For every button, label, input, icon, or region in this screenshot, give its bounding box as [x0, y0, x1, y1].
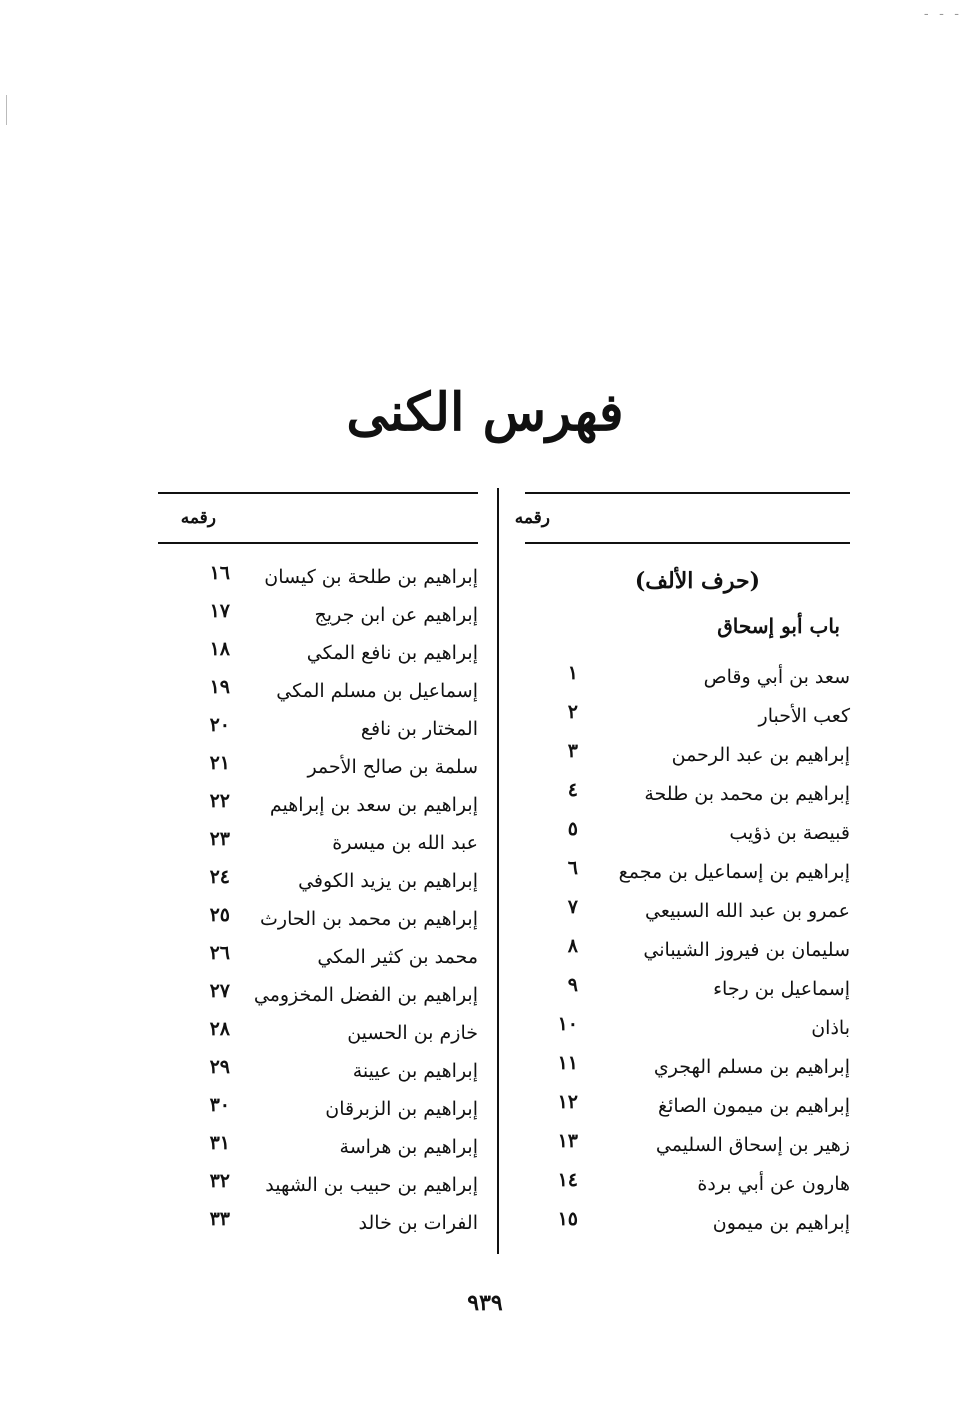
- entry-number: ٣١: [209, 1132, 230, 1154]
- entry-number: ٥: [567, 818, 578, 840]
- entry-number: ١٧: [209, 600, 230, 622]
- entry-number: ٧: [567, 896, 578, 918]
- index-entry: [525, 1169, 850, 1208]
- index-entry: [158, 1170, 478, 1208]
- index-entry: [525, 1013, 850, 1052]
- index-entry: [158, 828, 478, 866]
- index-entry: [158, 790, 478, 828]
- entry-name: إبراهيم بن مسلم الهجري: [653, 1056, 850, 1078]
- index-entry: [158, 866, 478, 904]
- index-entry: [525, 779, 850, 818]
- entry-number: ٣٠: [209, 1094, 230, 1116]
- index-entry: [525, 662, 850, 701]
- entry-number: ١٤: [557, 1169, 578, 1191]
- entry-number: ١٥: [557, 1208, 578, 1230]
- entry-name: سعد بن أبي وقاص: [703, 666, 850, 688]
- entry-number: ٤: [567, 779, 578, 801]
- right-entries-list: [525, 662, 850, 1247]
- index-entry: [158, 904, 478, 942]
- entry-number: ١٩: [209, 676, 230, 698]
- entry-name: عمرو بن عبد الله السبيعي: [645, 900, 850, 922]
- index-entry: [158, 714, 478, 752]
- right-index-column: [514, 492, 850, 1247]
- entry-number: ٨: [567, 935, 578, 957]
- entry-name: باذان: [811, 1017, 850, 1039]
- index-entry: [525, 896, 850, 935]
- right-column-header: [514, 494, 850, 544]
- entry-name: إبراهيم بن الفضل المخزومي: [253, 984, 478, 1006]
- entry-name: خازم بن الحسين: [347, 1022, 478, 1044]
- entry-number: ٢٦: [209, 942, 230, 964]
- entry-name: قبيصة بن ذؤيب: [729, 822, 850, 844]
- index-entry: [525, 1208, 850, 1247]
- index-entry: [158, 600, 478, 638]
- entry-name: إبراهيم بن حبيب بن الشهيد: [265, 1174, 478, 1196]
- left-index-column: [158, 492, 478, 1246]
- left-column-header: [158, 494, 478, 544]
- index-entry: [525, 974, 850, 1013]
- entry-name: سليمان بن فيروز الشيباني: [643, 939, 850, 961]
- index-entry: [158, 980, 478, 1018]
- entry-name: إبراهيم بن سعد بن إبراهيم: [269, 794, 478, 816]
- entry-number: ٣٣: [209, 1208, 230, 1230]
- section-heading-row: [525, 554, 850, 606]
- entry-number: ١٨: [209, 638, 230, 660]
- entry-name: محمد بن كثير المكي: [317, 946, 478, 968]
- index-entry: [525, 935, 850, 974]
- entry-name: إبراهيم بن هراسة: [339, 1136, 478, 1158]
- entry-name: إبراهيم بن نافع المكي: [306, 642, 478, 664]
- entry-number: ٢٣: [209, 828, 230, 850]
- entry-number: ٢٧: [209, 980, 230, 1002]
- entry-number: ٢١: [209, 752, 230, 774]
- entry-name: هارون عن أبي بردة: [697, 1173, 850, 1195]
- index-entry: [158, 1132, 478, 1170]
- entry-number: ١٣: [557, 1130, 578, 1152]
- index-entry: [525, 857, 850, 896]
- entry-number: ٣: [567, 740, 578, 762]
- left-column-number-label: رقمه: [180, 508, 216, 528]
- entry-number: ٣٢: [209, 1170, 230, 1192]
- entry-name: زهير بن إسحاق السليمي: [655, 1134, 850, 1156]
- entry-name: إبراهيم بن ميمون الصائغ: [658, 1095, 850, 1117]
- entry-name: كعب الأحبار: [758, 705, 850, 727]
- column-divider: [497, 488, 499, 1254]
- section-heading: (حرف الألف): [634, 568, 760, 594]
- entry-number: ٢٨: [209, 1018, 230, 1040]
- entry-number: ٢٤: [209, 866, 230, 888]
- page-number: ٩٣٩: [467, 1290, 503, 1316]
- entry-name: إبراهيم بن عبد الرحمن: [671, 744, 850, 766]
- index-entry: [525, 740, 850, 779]
- index-entry: [158, 1208, 478, 1246]
- entry-number: ١١: [557, 1052, 578, 1074]
- index-entry: [158, 942, 478, 980]
- corner-scan-mark: - - -: [923, 6, 962, 22]
- index-entry: [525, 701, 850, 740]
- entry-name: الفرات بن خالد: [358, 1212, 478, 1234]
- index-entry: [525, 1091, 850, 1130]
- index-entry: [158, 1094, 478, 1132]
- index-entry: [158, 1056, 478, 1094]
- entry-number: ١٠: [557, 1013, 578, 1035]
- index-entry: [158, 562, 478, 600]
- entry-number: ٢٥: [209, 904, 230, 926]
- sub-heading-row: [525, 606, 850, 662]
- entry-name: إبراهيم بن محمد بن الحارث: [260, 908, 478, 930]
- entry-name: عبد الله بن ميسرة: [332, 832, 478, 854]
- entry-name: إبراهيم عن ابن جريج: [314, 604, 478, 626]
- entry-number: ٢٩: [209, 1056, 230, 1078]
- index-entry: [158, 676, 478, 714]
- entry-name: سلمة بن صالح الأحمر: [307, 756, 478, 778]
- entry-name: إبراهيم بن ميمون: [712, 1212, 850, 1234]
- right-column-number-label: رقمه: [514, 508, 550, 528]
- entry-name: إبراهيم بن إسماعيل بن مجمع: [618, 861, 850, 883]
- entry-number: ١٦: [209, 562, 230, 584]
- entry-number: ٦: [567, 857, 578, 879]
- entry-name: إسماعيل بن مسلم المكي: [276, 680, 478, 702]
- entry-number: ١: [567, 662, 578, 684]
- index-entry: [525, 1052, 850, 1091]
- entry-name: إسماعيل بن رجاء: [713, 978, 850, 1000]
- index-entry: [158, 752, 478, 790]
- entry-number: ٢: [567, 701, 578, 723]
- index-entry: [158, 638, 478, 676]
- index-entry: [158, 1018, 478, 1056]
- left-entries-list: [158, 562, 478, 1246]
- scan-edge-mark: [6, 95, 7, 125]
- entry-name: إبراهيم بن طلحة بن كيسان: [264, 566, 478, 588]
- entry-number: ٢٢: [209, 790, 230, 812]
- entry-name: إبراهيم بن يزيد الكوفي: [298, 870, 478, 892]
- entry-name: إبراهيم بن عيينة: [352, 1060, 478, 1082]
- entry-number: ٢٠: [209, 714, 230, 736]
- sub-heading: باب أبو إسحاق: [717, 614, 840, 638]
- index-entry: [525, 1130, 850, 1169]
- entry-name: إبراهيم بن الزبرقان: [325, 1098, 478, 1120]
- entry-number: ١٢: [557, 1091, 578, 1113]
- index-entry: [525, 818, 850, 857]
- page-title: فهرس الكنى: [346, 382, 624, 443]
- entry-number: ٩: [567, 974, 578, 996]
- entry-name: إبراهيم بن محمد بن طلحة: [644, 783, 850, 805]
- entry-name: المختار بن نافع: [360, 718, 478, 740]
